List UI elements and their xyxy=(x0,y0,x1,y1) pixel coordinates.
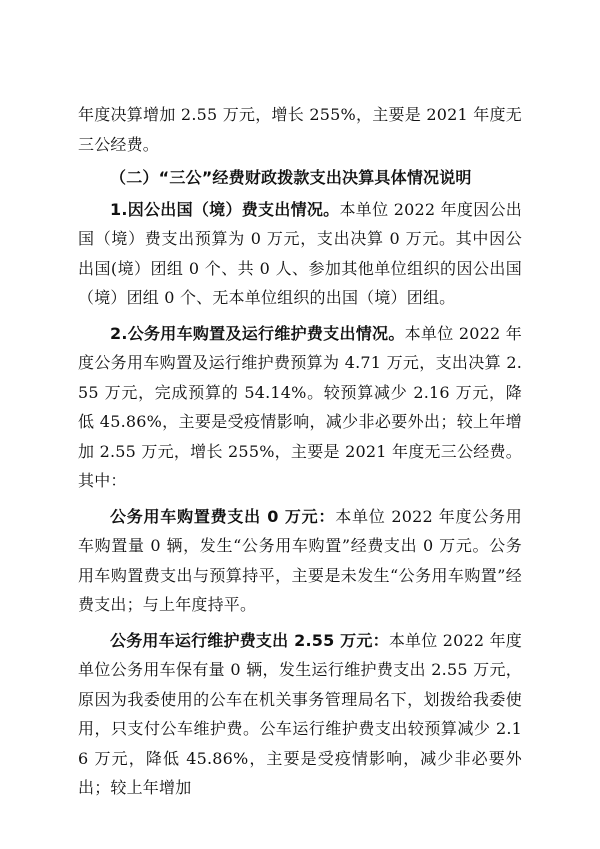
paragraph-vehicle-maintenance xyxy=(78,626,522,803)
paragraph-lead-overseas-travel: 1.因公出国（境）费支出情况。 xyxy=(110,199,340,219)
paragraph-body-vehicle-maintenance: 本单位 2022 年度单位公务用车保有量 0 辆，发生运行维护费支出 2.55 万元，原因为我委使用的公车在机关事务管理局名下，划拨给我委使用，只支付公车维护费。公车运行维护费支出较预算减少 2.16 万元，降低 45.86%，主要是受疫情影响，减少非必要外出；较上年增加 xyxy=(78,630,522,797)
paragraph-body-official-vehicles: 本单位 2022 年度公务用车购置及运行维护费预算为 4.71 万元，支出决算 2.55 万元，完成预算的 54.14%。较预算减少 2.16 万元，降低 45.86%，主要是受疫情影响，减少非必要外出；较上年增加 2.55 万元，增长 255%，主要是 2021 年度无三公经费。其中： xyxy=(78,323,522,490)
paragraph-lead-vehicle-purchase: 公务用车购置费支出 0 万元： xyxy=(110,506,336,526)
paragraph-official-vehicles xyxy=(78,319,522,496)
section-heading-three-public-expenses: （二）“三公”经费财政拨款支出决算具体情况说明 xyxy=(110,168,472,187)
paragraph-continuation: 年度决算增加 2.55 万元，增长 255%，主要是 2021 年度无三公经费。 xyxy=(78,105,522,154)
paragraph-overseas-travel xyxy=(78,195,522,313)
paragraph-body-vehicle-purchase: 本单位 2022 年度公务用车购置量 0 辆，发生“公务用车购置”经费支出 0 万元。公务用车购置费支出与预算持平，主要是未发生“公务用车购置”经费支出；与上年度持平。 xyxy=(78,506,522,614)
paragraph-lead-official-vehicles: 2.公务用车购置及运行维护费支出情况。 xyxy=(110,323,405,343)
paragraph-vehicle-purchase xyxy=(78,502,522,620)
paragraph-lead-vehicle-maintenance: 公务用车运行维护费支出 2.55 万元： xyxy=(110,630,389,650)
paragraph-body-overseas-travel: 本单位 2022 年度因公出国（境）费支出预算为 0 万元，支出决算 0 万元。其中因公出国(境）团组 0 个、共 0 人、参加其他单位组织的因公出国（境）团组 0 个、无本单位组织的出国（境）团组。 xyxy=(78,199,522,307)
